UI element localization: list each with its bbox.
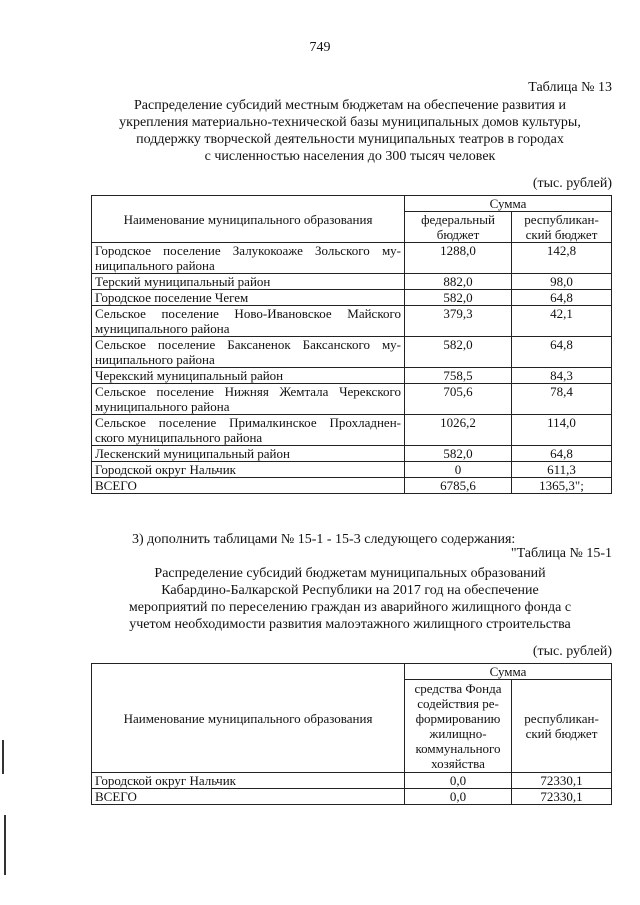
table-15-1-title — [90, 565, 610, 633]
row-name: ВСЕГО — [92, 789, 405, 805]
scan-mark — [2, 740, 4, 774]
row-federal: 758,5 — [405, 368, 512, 384]
table-13 — [91, 195, 612, 494]
row-federal: 882,0 — [405, 274, 512, 290]
table-13-title — [90, 97, 610, 165]
table-total-row — [92, 478, 612, 494]
row-name: Черекский муниципальный район — [92, 368, 405, 384]
row-republic: 84,3 — [512, 368, 612, 384]
page-number: 749 — [309, 40, 331, 55]
row-name: Сельское поселение Нижняя Жемтала Черекского муниципального района — [92, 384, 405, 415]
table-13-label: Таблица № 13 — [528, 80, 612, 95]
row-name: Городской округ Нальчик — [92, 773, 405, 789]
table-row — [92, 274, 612, 290]
table-15-1 — [91, 663, 612, 805]
row-republic: 78,4 — [512, 384, 612, 415]
row-name: Городское поселение Залукокоаже Зольского му-ниципального района — [92, 243, 405, 274]
header-name: Наименование муниципального образования — [92, 196, 405, 243]
row-republic: 72330,1 — [512, 773, 612, 789]
row-federal: 379,3 — [405, 306, 512, 337]
row-federal: 1026,2 — [405, 415, 512, 446]
row-federal: 582,0 — [405, 446, 512, 462]
table-15-1-label: "Таблица № 15-1 — [510, 546, 612, 561]
row-federal: 705,6 — [405, 384, 512, 415]
title-line: Распределение субсидий бюджетам муниципальных образований — [154, 566, 546, 581]
header-sum: Сумма — [405, 196, 612, 212]
table-row — [92, 243, 612, 274]
row-federal: 582,0 — [405, 290, 512, 306]
row-name: Терский муниципальный район — [92, 274, 405, 290]
row-federal: 0 — [405, 462, 512, 478]
table-header-row — [92, 196, 612, 212]
title-line: Кабардино-Балкарской Республики на 2017 год на обеспечение — [161, 583, 539, 598]
table-row — [92, 306, 612, 337]
title-line: учетом необходимости развития малоэтажного жилищного строительства — [129, 617, 571, 632]
table-row — [92, 773, 612, 789]
header-republic: республикан-ский бюджет — [512, 212, 612, 243]
row-name: Лескенский муниципальный район — [92, 446, 405, 462]
row-republic: 64,8 — [512, 290, 612, 306]
table-row — [92, 290, 612, 306]
title-line: поддержку творческой деятельности муниципальных театров в городах — [136, 132, 564, 147]
header-name: Наименование муниципального образования — [92, 664, 405, 773]
scan-mark — [4, 815, 6, 875]
row-republic: 64,8 — [512, 337, 612, 368]
table-total-row — [92, 789, 612, 805]
title-line: Распределение субсидий местным бюджетам на обеспечение развития и — [134, 98, 566, 113]
header-sum: Сумма — [405, 664, 612, 680]
row-republic: 1365,3"; — [512, 478, 612, 494]
table-15-1-unit: (тыс. рублей) — [532, 644, 612, 659]
row-federal: 582,0 — [405, 337, 512, 368]
table-row — [92, 337, 612, 368]
table-row — [92, 415, 612, 446]
row-name: Сельское поселение Баксаненок Баксанского му-ниципального района — [92, 337, 405, 368]
row-fund: 0,0 — [405, 773, 512, 789]
header-federal: федеральный бюджет — [405, 212, 512, 243]
row-name: ВСЕГО — [92, 478, 405, 494]
table-header-row — [92, 664, 612, 680]
row-republic: 42,1 — [512, 306, 612, 337]
row-republic: 72330,1 — [512, 789, 612, 805]
row-republic: 98,0 — [512, 274, 612, 290]
row-name: Городское поселение Чегем — [92, 290, 405, 306]
row-republic: 114,0 — [512, 415, 612, 446]
row-name: Сельское поселение Ново-Ивановское Майского муниципального района — [92, 306, 405, 337]
table-13-unit: (тыс. рублей) — [532, 176, 612, 191]
table-row — [92, 368, 612, 384]
title-line: мероприятий по переселению граждан из аварийного жилищного фонда с — [128, 600, 572, 615]
table-row — [92, 384, 612, 415]
table-row — [92, 446, 612, 462]
row-name: Сельское поселение Прималкинское Прохладнен-ского муниципального района — [92, 415, 405, 446]
row-republic: 64,8 — [512, 446, 612, 462]
row-federal: 6785,6 — [405, 478, 512, 494]
header-republic: республикан-ский бюджет — [512, 680, 612, 773]
row-federal: 1288,0 — [405, 243, 512, 274]
table-row — [92, 462, 612, 478]
header-fund: средства Фонда содействия ре-формированию жилищно-коммунального хозяйства — [405, 680, 512, 773]
title-line: укрепления материально-технической базы муниципальных домов культуры, — [119, 115, 581, 130]
row-fund: 0,0 — [405, 789, 512, 805]
row-republic: 611,3 — [512, 462, 612, 478]
title-line: с численностью населения до 300 тысяч человек — [204, 149, 496, 164]
amendment-paragraph: 3) дополнить таблицами № 15-1 - 15-3 следующего содержания: — [132, 532, 516, 547]
row-republic: 142,8 — [512, 243, 612, 274]
row-name: Городской округ Нальчик — [92, 462, 405, 478]
